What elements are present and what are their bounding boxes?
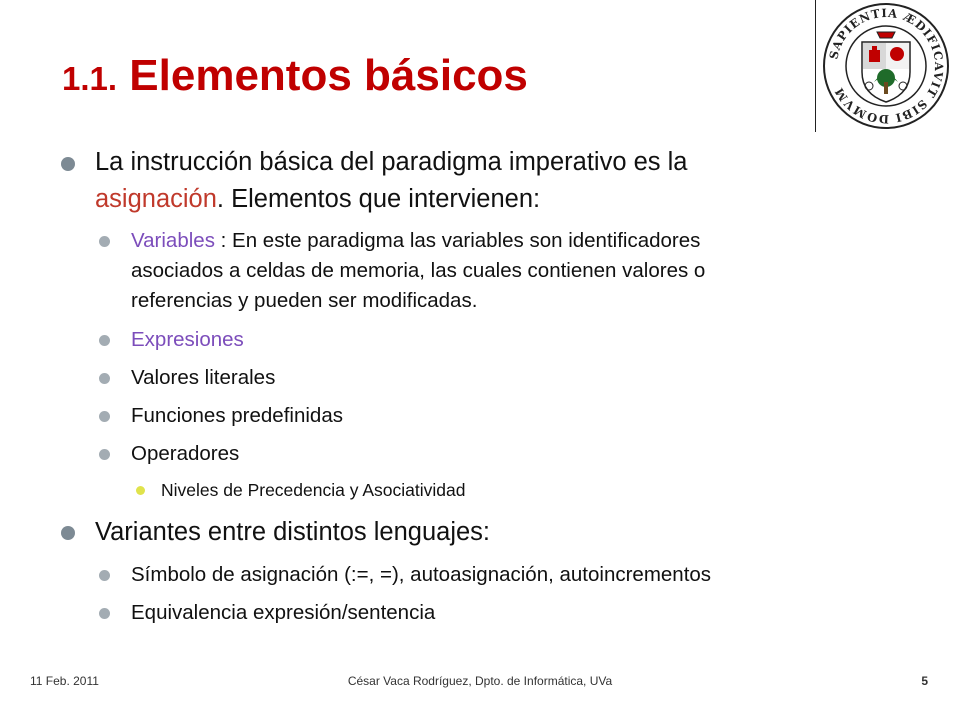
bullet-assignment-line1: La instrucción básica del paradigma imperativo es la [95,148,688,176]
bullet-level2 [99,449,110,460]
bullet-assignment-line2 [95,182,540,216]
bullet-level2 [99,608,110,619]
header-divider [815,0,816,132]
sub-bullet-variables [131,226,700,256]
sub-sub-bullet-niveles: Niveles de Precedencia y Asociatividad [161,480,466,500]
seal-ring-text: SAPIENTIA ÆDIFICAVIT SIBI DOMVM [826,5,947,127]
bullet-level2 [99,411,110,422]
bullet-level2 [99,373,110,384]
footer-page-number: 5 [921,674,928,688]
sub-bullet-operadores: Operadores [131,442,240,465]
sub-bullet-valores: Valores literales [131,366,276,389]
term-variables: Variables [131,229,215,252]
bullet-level2 [99,335,110,346]
bullet-level1 [61,526,75,540]
bullet-level1 [61,157,75,171]
title-text: Elementos básicos [129,51,528,100]
sub-bullet-equivalencia: Equivalencia expresión/sentencia [131,601,436,624]
term-asignacion: asignación [95,185,217,213]
university-seal-logo [822,2,950,130]
variables-desc-line1: : En este paradigma las variables son identificadores [214,229,701,252]
sub-bullet-expresiones: Expresiones [131,328,244,351]
bullet-assignment-rest: . Elementos que intervienen: [216,185,541,213]
variables-desc-line2: asociados a celdas de memoria, las cuales contienen valores o [131,259,706,282]
bullet-variantes: Variantes entre distintos lenguajes: [95,518,491,546]
slide-title [62,50,528,105]
sub-bullet-simbolo: Símbolo de asignación (:=, =), autoasignación, autoincrementos [131,563,712,586]
footer-date: 11 Feb. 2011 [30,674,99,688]
title-number: 1.1. [62,60,118,97]
bullet-level2 [99,570,110,581]
variables-desc-line3: referencias y pueden ser modificadas. [131,289,478,312]
bullet-level2 [99,236,110,247]
bullet-level3 [136,486,145,495]
footer-author: César Vaca Rodríguez, Dpto. de Informática, UVa [347,674,613,688]
sub-bullet-funciones: Funciones predefinidas [131,404,343,427]
